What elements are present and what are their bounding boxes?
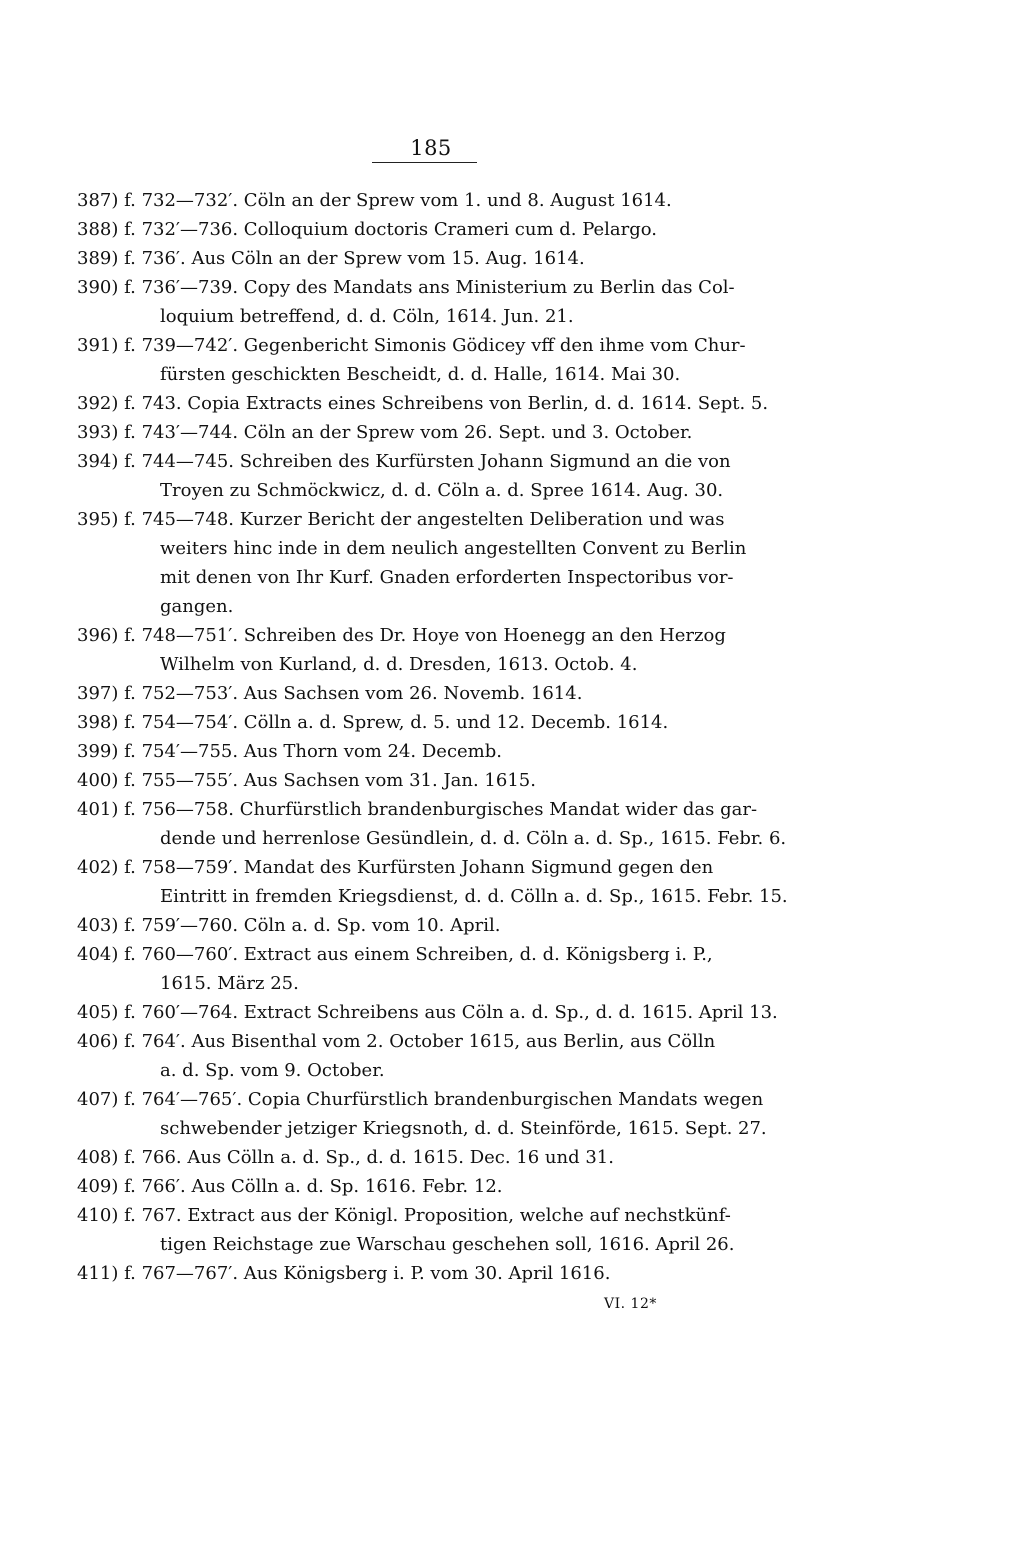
entry-list <box>77 186 788 1288</box>
entry-continuation-line: dende und herrenlose Gesündlein, d. d. Cöln a. d. Sp., 1615. Febr. 6. <box>160 828 787 849</box>
entry-continuation-line: 1615. März 25. <box>160 973 299 994</box>
catalog-entry <box>77 418 775 447</box>
entry-line: 400) f. 755—755′. Aus Sachsen vom 31. Jan. 1615. <box>77 770 536 791</box>
entry-line: 409) f. 766′. Aus Cölln a. d. Sp. 1616. Febr. 12. <box>77 1176 503 1197</box>
entry-line: 389) f. 736′. Aus Cöln an der Sprew vom 15. Aug. 1614. <box>77 248 585 269</box>
catalog-entry <box>77 389 775 418</box>
catalog-entry <box>77 1085 775 1143</box>
page-number-rule <box>372 162 477 163</box>
entry-continuation-line: Eintritt in fremden Kriegsdienst, d. d. Cölln a. d. Sp., 1615. Febr. 15. <box>160 886 788 907</box>
catalog-entry <box>77 1172 775 1201</box>
catalog-entry <box>77 911 775 940</box>
entry-line: 405) f. 760′—764. Extract Schreibens aus Cöln a. d. Sp., d. d. 1615. April 13. <box>77 1002 778 1023</box>
entry-line: 390) f. 736′—739. Copy des Mandats ans Ministerium zu Berlin das Col- <box>77 277 735 298</box>
catalog-entry <box>77 853 788 911</box>
entry-continuation-line: a. d. Sp. vom 9. October. <box>160 1060 385 1081</box>
entry-line: 407) f. 764′—765′. Copia Churfürstlich brandenburgischen Mandats wegen <box>77 1089 764 1110</box>
catalog-entry <box>77 447 775 505</box>
entry-continuation-line: mit denen von Ihr Kurf. Gnaden erforderten Inspectoribus vor- <box>160 567 734 588</box>
entry-continuation-line: Wilhelm von Kurland, d. d. Dresden, 1613. Octob. 4. <box>160 654 638 675</box>
entry-line: 401) f. 756—758. Churfürstlich brandenburgisches Mandat wider das gar- <box>77 799 758 820</box>
catalog-entry <box>77 998 778 1027</box>
entry-line: 393) f. 743′—744. Cöln an der Sprew vom 26. Sept. und 3. October. <box>77 422 693 443</box>
page-number: 185 <box>410 136 452 160</box>
entry-continuation-line: tigen Reichstage zue Warschau geschehen soll, 1616. April 26. <box>160 1234 735 1255</box>
entry-line: 394) f. 744—745. Schreiben des Kurfürsten Johann Sigmund an die von <box>77 451 731 472</box>
entry-continuation-line: Troyen zu Schmöckwicz, d. d. Cöln a. d. Spree 1614. Aug. 30. <box>160 480 724 501</box>
entry-line: 408) f. 766. Aus Cölln a. d. Sp., d. d. 1615. Dec. 16 und 31. <box>77 1147 614 1168</box>
catalog-entry <box>77 708 775 737</box>
catalog-entry <box>77 679 775 708</box>
entry-line: 402) f. 758—759′. Mandat des Kurfürsten Johann Sigmund gegen den <box>77 857 714 878</box>
entry-line: 404) f. 760—760′. Extract aus einem Schreiben, d. d. Königsberg i. P., <box>77 944 713 965</box>
entry-continuation-line: fürsten geschickten Bescheidt, d. d. Halle, 1614. Mai 30. <box>160 364 681 385</box>
signature-mark: VI. 12* <box>604 1296 657 1312</box>
entry-line: 396) f. 748—751′. Schreiben des Dr. Hoye von Hoenegg an den Herzog <box>77 625 726 646</box>
catalog-entry <box>77 186 775 215</box>
catalog-entry <box>77 331 775 389</box>
entry-line: 411) f. 767—767′. Aus Königsberg i. P. vom 30. April 1616. <box>77 1263 611 1284</box>
entry-continuation-line: loquium betreffend, d. d. Cöln, 1614. Jun. 21. <box>160 306 574 327</box>
catalog-entry <box>77 621 775 679</box>
catalog-entry <box>77 940 775 998</box>
entry-line: 410) f. 767. Extract aus der Königl. Proposition, welche auf nechstkünf- <box>77 1205 731 1226</box>
catalog-entry <box>77 1143 775 1172</box>
catalog-entry <box>77 1201 775 1259</box>
entry-line: 387) f. 732—732′. Cöln an der Sprew vom 1. und 8. August 1614. <box>77 190 672 211</box>
catalog-entry <box>77 1027 775 1085</box>
entry-continuation-line: schwebender jetziger Kriegsnoth, d. d. Steinförde, 1615. Sept. 27. <box>160 1118 767 1139</box>
entry-line: 388) f. 732′—736. Colloquium doctoris Crameri cum d. Pelargo. <box>77 219 658 240</box>
entry-continuation-line: weiters hinc inde in dem neulich angestellten Convent zu Berlin <box>160 538 747 559</box>
catalog-entry <box>77 505 775 621</box>
entry-line: 403) f. 759′—760. Cöln a. d. Sp. vom 10. April. <box>77 915 501 936</box>
entry-line: 397) f. 752—753′. Aus Sachsen vom 26. Novemb. 1614. <box>77 683 583 704</box>
catalog-entry <box>77 766 775 795</box>
entry-continuation-line: gangen. <box>160 596 234 617</box>
entry-line: 399) f. 754′—755. Aus Thorn vom 24. Decemb. <box>77 741 502 762</box>
entry-line: 392) f. 743. Copia Extracts eines Schreibens von Berlin, d. d. 1614. Sept. 5. <box>77 393 769 414</box>
entry-line: 395) f. 745—748. Kurzer Bericht der angestelten Deliberation und was <box>77 509 725 530</box>
entry-line: 391) f. 739—742′. Gegenbericht Simonis Gödicey vff den ihme vom Chur- <box>77 335 746 356</box>
catalog-entry <box>77 273 775 331</box>
catalog-entry <box>77 795 787 853</box>
entry-line: 398) f. 754—754′. Cölln a. d. Sprew, d. 5. und 12. Decemb. 1614. <box>77 712 669 733</box>
catalog-entry <box>77 215 775 244</box>
entry-line: 406) f. 764′. Aus Bisenthal vom 2. October 1615, aus Berlin, aus Cölln <box>77 1031 716 1052</box>
catalog-entry <box>77 737 775 766</box>
catalog-entry <box>77 244 775 273</box>
catalog-entry <box>77 1259 775 1288</box>
